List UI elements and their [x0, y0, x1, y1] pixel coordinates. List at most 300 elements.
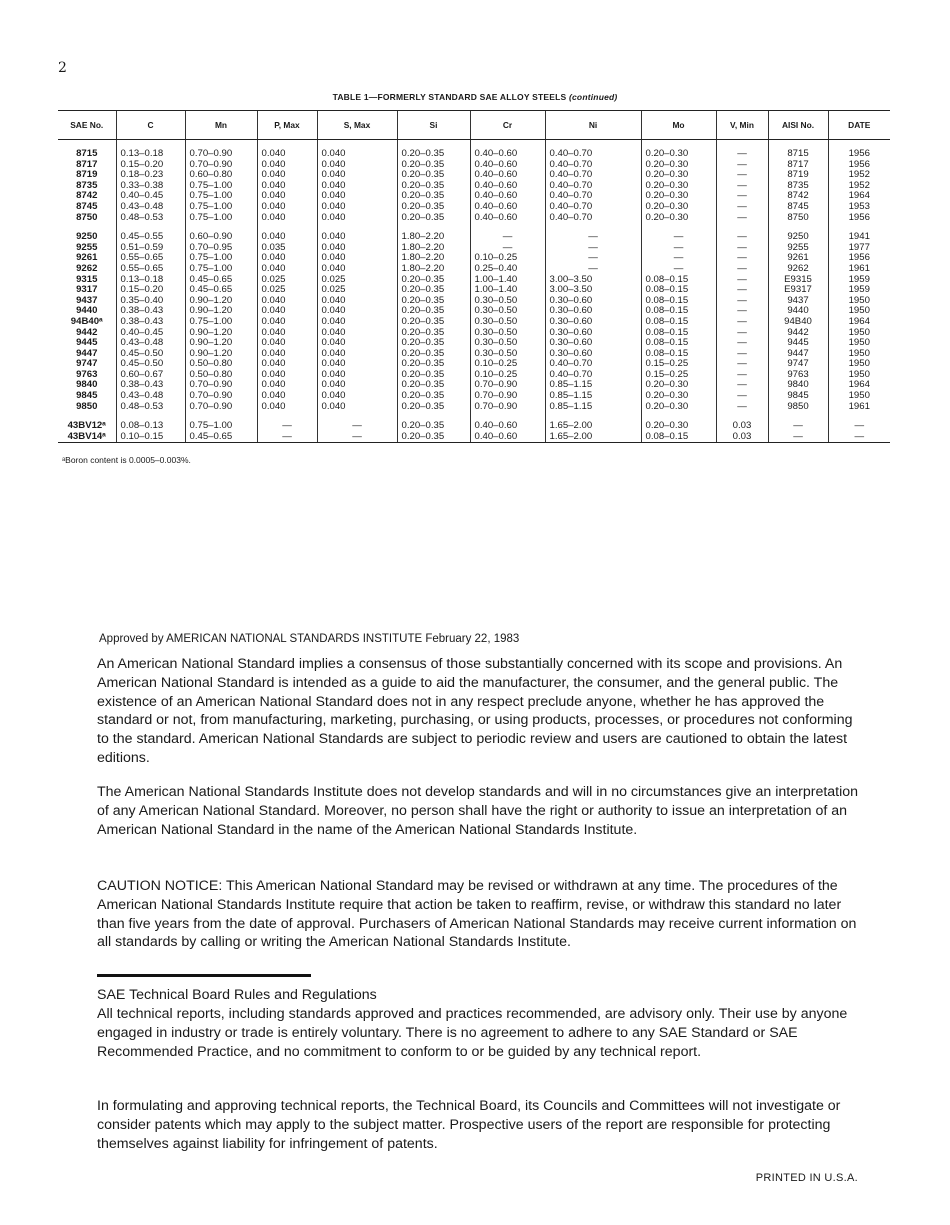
table-cell: 0.45–0.65: [185, 285, 257, 296]
table-cell: 0.20–0.35: [397, 285, 470, 296]
table-cell: 0.040: [317, 243, 397, 254]
table-cell: 9445: [768, 338, 828, 349]
table-cell: 9250: [768, 232, 828, 243]
table-cell: 0.08–0.13: [116, 421, 185, 432]
table-cell: —: [545, 243, 641, 254]
sae-number-cell: 9850: [76, 400, 98, 412]
table-cell: 0.040: [257, 306, 317, 317]
table-cell: 0.040: [317, 149, 397, 160]
sae-number-cell: 8717: [76, 158, 98, 170]
table-cell: 0.040: [257, 213, 317, 224]
table-cell: 0.90–1.20: [185, 338, 257, 349]
table-cell: 0.040: [317, 402, 397, 413]
table-row: [58, 181, 890, 192]
table-cell: 0.040: [317, 370, 397, 381]
table-cell: 0.08–0.15: [641, 338, 716, 349]
table-cell: 0.40–0.60: [470, 181, 545, 192]
table-cell: 0.50–0.80: [185, 359, 257, 370]
table-row: [58, 391, 890, 402]
table-row: [58, 275, 890, 286]
table-cell: 0.13–0.18: [116, 149, 185, 160]
table-cell: 0.040: [257, 380, 317, 391]
table-cell: 0.03: [716, 432, 768, 443]
table-cell: 0.75–1.00: [185, 253, 257, 264]
table-cell: —: [470, 232, 545, 243]
table-cell: —: [716, 181, 768, 192]
table-cell: 0.040: [257, 402, 317, 413]
table-cell: 0.08–0.15: [641, 285, 716, 296]
table-cell: 1950: [828, 349, 890, 360]
table-cell: 0.40–0.60: [470, 421, 545, 432]
table-title-suffix: (continued): [568, 92, 618, 102]
advisory-paragraph: All technical reports, including standards approved and practices recommended, are advisory only. Their use by anyone engaged in industry or trade is entirely voluntary. There is no agreement to adhere to any SAE Standard or SAE Recommended Practice, and no commitment to conform to or be guided by any technical report.: [97, 1006, 848, 1060]
board-rules-heading: SAE Technical Board Rules and Regulations: [97, 987, 377, 1003]
alloy-steels-table: [58, 110, 890, 443]
table-cell: —: [317, 421, 397, 432]
table-cell: 0.025: [257, 275, 317, 286]
table-cell: 1959: [828, 275, 890, 286]
table-cell: —: [716, 296, 768, 307]
table-cell: 0.60–0.67: [116, 370, 185, 381]
sae-number-cell: 9262: [76, 262, 98, 274]
table-row: [58, 296, 890, 307]
table-cell: —: [716, 317, 768, 328]
table-cell: —: [716, 285, 768, 296]
printed-in-usa: PRINTED IN U.S.A.: [755, 1172, 858, 1184]
table-cell: 0.040: [257, 338, 317, 349]
table-cell: 0.040: [257, 391, 317, 402]
column-header: P, Max: [257, 111, 317, 140]
table-cell: 8745: [768, 202, 828, 213]
table-cell: 0.08–0.15: [641, 275, 716, 286]
table-cell: 0.35–0.40: [116, 296, 185, 307]
table-cell: 0.040: [317, 380, 397, 391]
table-row: [58, 202, 890, 213]
table-cell: 0.38–0.43: [116, 306, 185, 317]
group-spacer: [58, 412, 890, 421]
table-cell: 0.70–0.90: [185, 160, 257, 171]
table-cell: 0.20–0.30: [641, 402, 716, 413]
table-group: [58, 223, 890, 412]
table-cell: 0.040: [317, 232, 397, 243]
table-cell: 1.80–2.20: [397, 264, 470, 275]
table-cell: —: [641, 264, 716, 275]
table-cell: 1.80–2.20: [397, 253, 470, 264]
table-cell: 1956: [828, 149, 890, 160]
table-cell: 0.30–0.50: [470, 328, 545, 339]
table-cell: —: [641, 253, 716, 264]
table-cell: 0.025: [317, 275, 397, 286]
table-group: [58, 412, 890, 443]
table-cell: 0.20–0.30: [641, 380, 716, 391]
table-cell: 8719: [768, 170, 828, 181]
table-cell: 0.15–0.25: [641, 370, 716, 381]
table-cell: 0.40–0.70: [545, 149, 641, 160]
table-cell: 1.65–2.00: [545, 432, 641, 443]
table-row: [58, 380, 890, 391]
table-cell: —: [545, 264, 641, 275]
sae-number-cell: 9445: [76, 337, 98, 349]
table-cell: 0.60–0.80: [185, 170, 257, 181]
sae-number-cell: 9845: [76, 390, 98, 402]
table-cell: 1964: [828, 317, 890, 328]
table-cell: 0.040: [317, 338, 397, 349]
sae-number-cell: 8735: [76, 179, 98, 191]
table-cell: 1941: [828, 232, 890, 243]
table-cell: 0.48–0.53: [116, 402, 185, 413]
table-cell: 0.75–1.00: [185, 264, 257, 275]
table-row: [58, 349, 890, 360]
sae-number-cell: 94B40ᵃ: [70, 315, 103, 327]
table-cell: 0.08–0.15: [641, 296, 716, 307]
table-cell: 0.20–0.35: [397, 296, 470, 307]
table-cell: 1964: [828, 380, 890, 391]
table-cell: 9447: [768, 349, 828, 360]
table-cell: —: [470, 243, 545, 254]
table-cell: E9317: [768, 285, 828, 296]
sae-number-cell: 9315: [76, 273, 98, 285]
column-header: DATE: [828, 111, 890, 140]
table-cell: 0.25–0.40: [470, 264, 545, 275]
table-cell: 0.20–0.35: [397, 170, 470, 181]
table-cell: 0.20–0.30: [641, 421, 716, 432]
table-cell: 1964: [828, 191, 890, 202]
table-cell: 0.20–0.35: [397, 306, 470, 317]
table-cell: 8735: [768, 181, 828, 192]
table-cell: 0.40–0.70: [545, 213, 641, 224]
table-cell: 0.20–0.30: [641, 170, 716, 181]
table-cell: 1950: [828, 338, 890, 349]
table-row: [58, 285, 890, 296]
table-cell: 0.43–0.48: [116, 391, 185, 402]
table-cell: 0.15–0.20: [116, 160, 185, 171]
table-cell: 0.15–0.20: [116, 285, 185, 296]
table-row: [58, 232, 890, 243]
table-cell: 0.75–1.00: [185, 317, 257, 328]
caution-notice-paragraph: CAUTION NOTICE: This American National Standard may be revised or withdrawn at any time. The procedures of the American National Standards Institute require that action be taken to reaffirm, revise, or withdraw this standard no later than five years from the date of approval. Purchasers of American National Standards may receive current information on all standards by calling or writing the American National Standards Institute.: [97, 878, 857, 951]
table-cell: —: [716, 391, 768, 402]
table-cell: —: [317, 432, 397, 443]
table-cell: —: [716, 402, 768, 413]
table-cell: 3.00–3.50: [545, 275, 641, 286]
table-cell: 0.040: [257, 181, 317, 192]
table-cell: 0.85–1.15: [545, 380, 641, 391]
column-header: C: [116, 111, 185, 140]
table-cell: —: [716, 359, 768, 370]
table-cell: 0.18–0.23: [116, 170, 185, 181]
table-cell: 0.10–0.25: [470, 359, 545, 370]
table-cell: 0.40–0.70: [545, 359, 641, 370]
boron-footnote: ᵃBoron content is 0.0005–0.003%.: [62, 455, 191, 465]
approval-line: Approved by AMERICAN NATIONAL STANDARDS INSTITUTE February 22, 1983: [99, 633, 520, 645]
table-cell: 0.040: [257, 328, 317, 339]
sae-number-cell: 9317: [76, 284, 98, 296]
table-cell: 1.80–2.20: [397, 232, 470, 243]
table-cell: 0.70–0.90: [470, 402, 545, 413]
table-cell: 0.30–0.60: [545, 328, 641, 339]
table-cell: 0.040: [317, 359, 397, 370]
sae-number-cell: 9442: [76, 326, 98, 338]
table-cell: 0.20–0.30: [641, 391, 716, 402]
table-cell: 0.20–0.35: [397, 402, 470, 413]
table-cell: 1950: [828, 370, 890, 381]
table-cell: 0.20–0.35: [397, 202, 470, 213]
table-cell: 0.20–0.35: [397, 432, 470, 443]
table-cell: 0.08–0.15: [641, 432, 716, 443]
table-cell: 0.75–1.00: [185, 191, 257, 202]
table-cell: 0.30–0.50: [470, 338, 545, 349]
table-cell: 0.040: [317, 170, 397, 181]
column-header: Si: [397, 111, 470, 140]
table-cell: —: [257, 421, 317, 432]
table-cell: 9440: [768, 306, 828, 317]
table-cell: 0.70–0.90: [185, 149, 257, 160]
table-cell: 0.20–0.30: [641, 202, 716, 213]
table-cell: 9262: [768, 264, 828, 275]
table-cell: 0.43–0.48: [116, 338, 185, 349]
table-cell: 0.85–1.15: [545, 402, 641, 413]
table-cell: 0.43–0.48: [116, 202, 185, 213]
sae-number-cell: 8715: [76, 148, 98, 159]
ansi-interpretation-paragraph: The American National Standards Institute does not develop standards and will in no circumstances give an interpretation of any American National Standard. Moreover, no person shall have the right or authority to issue an interpretation of an American National Standard in the name of the American National Standards Institute.: [97, 784, 859, 838]
table-cell: —: [716, 160, 768, 171]
sae-number-cell: 9763: [76, 368, 98, 380]
column-header: Ni: [545, 111, 641, 140]
table-cell: 1977: [828, 243, 890, 254]
table-cell: 0.035: [257, 243, 317, 254]
table-cell: 0.040: [317, 317, 397, 328]
table-cell: 0.40–0.70: [545, 160, 641, 171]
table-cell: 1953: [828, 202, 890, 213]
table-cell: 0.90–1.20: [185, 306, 257, 317]
table-cell: —: [641, 243, 716, 254]
table-cell: 0.20–0.35: [397, 160, 470, 171]
table-cell: 0.50–0.80: [185, 370, 257, 381]
table-cell: 0.040: [317, 391, 397, 402]
table-cell: 0.20–0.30: [641, 213, 716, 224]
table-cell: —: [716, 232, 768, 243]
table-cell: 0.45–0.55: [116, 232, 185, 243]
table-cell: —: [828, 432, 890, 443]
table-cell: 0.040: [257, 370, 317, 381]
table-cell: 0.40–0.60: [470, 149, 545, 160]
table-cell: 0.10–0.15: [116, 432, 185, 443]
table-cell: 0.85–1.15: [545, 391, 641, 402]
table-cell: 1961: [828, 264, 890, 275]
table-cell: 0.55–0.65: [116, 253, 185, 264]
table-cell: 1.80–2.20: [397, 243, 470, 254]
table-cell: 1950: [828, 359, 890, 370]
table-row: [58, 338, 890, 349]
table-cell: 0.40–0.60: [470, 432, 545, 443]
table-row: [58, 243, 890, 254]
table-cell: 0.040: [257, 191, 317, 202]
table-cell: 0.20–0.35: [397, 370, 470, 381]
table-row: [58, 306, 890, 317]
table-cell: 0.40–0.60: [470, 170, 545, 181]
table-cell: 0.20–0.35: [397, 359, 470, 370]
table-cell: 1.00–1.40: [470, 275, 545, 286]
sae-number-cell: 9440: [76, 305, 98, 317]
table-cell: 0.20–0.35: [397, 338, 470, 349]
table-cell: 0.08–0.15: [641, 349, 716, 360]
sae-number-cell: 9250: [76, 231, 98, 243]
table-cell: —: [768, 432, 828, 443]
table-cell: 0.040: [317, 306, 397, 317]
table-cell: 9261: [768, 253, 828, 264]
table-row: [58, 317, 890, 328]
table-cell: 9442: [768, 328, 828, 339]
table-cell: 3.00–3.50: [545, 285, 641, 296]
table-cell: 0.30–0.50: [470, 317, 545, 328]
table-cell: 0.40–0.70: [545, 202, 641, 213]
table-cell: 0.70–0.95: [185, 243, 257, 254]
table-cell: —: [716, 213, 768, 224]
table-cell: 0.40–0.70: [545, 370, 641, 381]
table-cell: 0.90–1.20: [185, 328, 257, 339]
table-cell: 0.75–1.00: [185, 202, 257, 213]
table-cell: 0.40–0.60: [470, 202, 545, 213]
table-row: [58, 149, 890, 160]
table-cell: 0.040: [317, 181, 397, 192]
column-header: Mo: [641, 111, 716, 140]
table-cell: —: [716, 264, 768, 275]
table-cell: 0.040: [257, 160, 317, 171]
table-cell: 0.75–1.00: [185, 421, 257, 432]
table-cell: 8715: [768, 149, 828, 160]
table-cell: 9845: [768, 391, 828, 402]
column-header: AISI No.: [768, 111, 828, 140]
table-row: [58, 359, 890, 370]
column-header: V, Min: [716, 111, 768, 140]
table-cell: 0.040: [257, 253, 317, 264]
table-cell: 0.55–0.65: [116, 264, 185, 275]
table-row: [58, 421, 890, 432]
table-cell: —: [828, 421, 890, 432]
table-row: [58, 432, 890, 443]
table-cell: 9850: [768, 402, 828, 413]
table-cell: 0.30–0.60: [545, 317, 641, 328]
table-cell: 0.75–1.00: [185, 213, 257, 224]
table-cell: —: [716, 275, 768, 286]
table-cell: 0.38–0.43: [116, 380, 185, 391]
column-header: Mn: [185, 111, 257, 140]
table-cell: 0.20–0.30: [641, 160, 716, 171]
table-cell: —: [716, 338, 768, 349]
table-cell: 0.040: [257, 149, 317, 160]
table-cell: 0.20–0.35: [397, 349, 470, 360]
table-cell: 0.30–0.60: [545, 349, 641, 360]
sae-number-cell: 43BV14ᵃ: [58, 432, 116, 443]
table-cell: 9747: [768, 359, 828, 370]
table-cell: 0.60–0.90: [185, 232, 257, 243]
table-cell: 0.20–0.35: [397, 380, 470, 391]
table-cell: 0.10–0.25: [470, 370, 545, 381]
table-cell: 0.040: [317, 328, 397, 339]
table-cell: 0.51–0.59: [116, 243, 185, 254]
table-cell: 0.30–0.50: [470, 306, 545, 317]
group-spacer: [58, 223, 890, 232]
table-row: [58, 253, 890, 264]
table-title-text: TABLE 1—FORMERLY STANDARD SAE ALLOY STEELS: [332, 92, 567, 102]
ansi-consensus-paragraph: An American National Standard implies a consensus of those substantially concerned with its scope and provisions. An American National Standard is intended as a guide to aid the manufacturer, the consumer, and the general public. The existence of an American National Standard does not in any respect preclude anyone, whether he has approved the standard or not, from manufacturing, marketing, purchasing, or using products, processes, or procedures not conforming to the standard. American National Standards are subject to periodic review and users are cautioned to obtain the latest editions.: [97, 656, 853, 766]
table-cell: 94B40: [768, 317, 828, 328]
table-cell: 0.03: [716, 421, 768, 432]
sae-number-cell: 8745: [76, 200, 98, 212]
table-cell: 1950: [828, 328, 890, 339]
table-cell: 0.08–0.15: [641, 306, 716, 317]
table-cell: 0.040: [317, 264, 397, 275]
table-cell: —: [716, 253, 768, 264]
table-cell: 1950: [828, 306, 890, 317]
table-cell: —: [716, 202, 768, 213]
table-cell: 0.70–0.90: [185, 380, 257, 391]
table-cell: —: [545, 232, 641, 243]
table-cell: 0.20–0.35: [397, 328, 470, 339]
table-cell: 0.040: [257, 296, 317, 307]
table-cell: 0.040: [317, 213, 397, 224]
table-cell: 0.040: [257, 359, 317, 370]
table-cell: 1959: [828, 285, 890, 296]
table-cell: 0.20–0.30: [641, 181, 716, 192]
table-cell: —: [716, 191, 768, 202]
table-cell: 0.20–0.35: [397, 421, 470, 432]
sae-number-cell: 43BV12ᵃ: [67, 420, 106, 432]
table-row: [58, 264, 890, 275]
column-header: S, Max: [317, 111, 397, 140]
sae-number-cell: 9447: [76, 347, 98, 359]
table-cell: 0.20–0.35: [397, 181, 470, 192]
table-cell: 0.70–0.90: [185, 402, 257, 413]
table-cell: 1.65–2.00: [545, 421, 641, 432]
table-cell: 0.040: [317, 160, 397, 171]
table-cell: 0.20–0.30: [641, 191, 716, 202]
table-cell: 9255: [768, 243, 828, 254]
table-cell: 0.20–0.35: [397, 191, 470, 202]
table-cell: 0.040: [257, 232, 317, 243]
table-cell: 0.40–0.70: [545, 181, 641, 192]
table-cell: —: [257, 432, 317, 443]
table-cell: 0.30–0.50: [470, 349, 545, 360]
table-cell: 0.40–0.70: [545, 170, 641, 181]
table-cell: 0.040: [257, 317, 317, 328]
sae-number-cell: 9261: [76, 252, 98, 264]
table-cell: 0.45–0.65: [185, 275, 257, 286]
table-cell: 0.040: [317, 191, 397, 202]
table-cell: 0.20–0.30: [641, 149, 716, 160]
sae-number-cell: 9840: [76, 379, 98, 391]
table-cell: 0.040: [317, 296, 397, 307]
table-cell: 0.30–0.60: [545, 306, 641, 317]
table-cell: 1952: [828, 181, 890, 192]
table-cell: 0.70–0.90: [470, 380, 545, 391]
table-cell: 0.040: [257, 349, 317, 360]
table-cell: 0.20–0.35: [397, 275, 470, 286]
group-spacer: [58, 140, 890, 150]
sae-number-cell: 8742: [76, 190, 98, 202]
sae-number-cell: 9437: [76, 294, 98, 306]
table-cell: 0.20–0.35: [397, 213, 470, 224]
table-cell: 0.70–0.90: [185, 391, 257, 402]
table-cell: 8742: [768, 191, 828, 202]
table-cell: 0.45–0.50: [116, 359, 185, 370]
sae-number-cell: 8719: [76, 169, 98, 181]
sae-number-cell: 9747: [76, 358, 98, 370]
table-cell: 0.025: [317, 285, 397, 296]
table-cell: 9763: [768, 370, 828, 381]
table-row: [58, 170, 890, 181]
table-cell: 0.040: [257, 170, 317, 181]
